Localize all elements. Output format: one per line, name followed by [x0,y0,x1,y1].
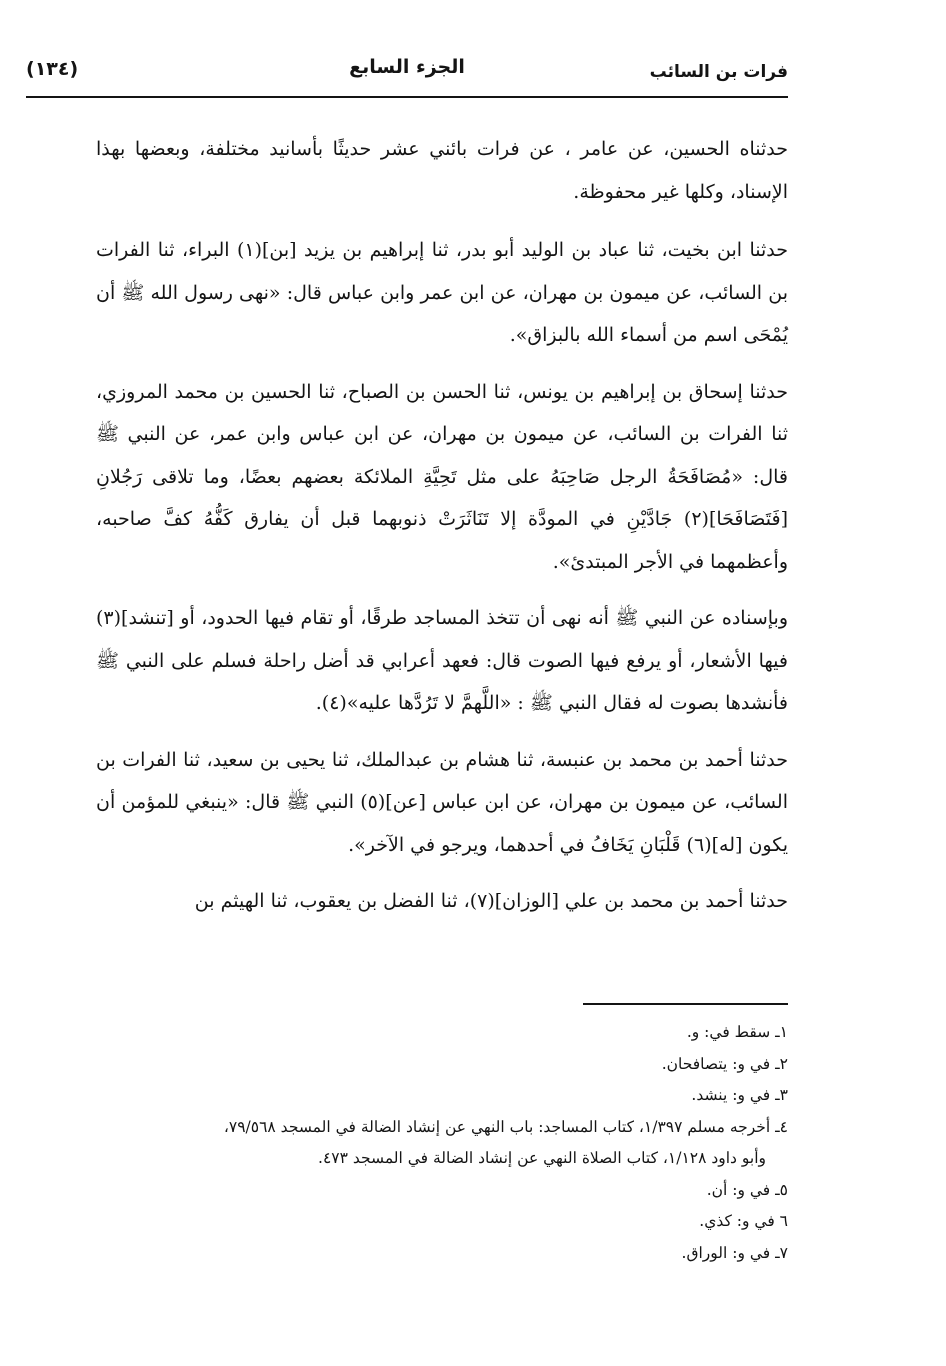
footnote-2: ٢ـ في و: يتصافحان. [661,1054,788,1073]
paragraph-5: حدثنا أحمد بن محمد بن عنبسة، ثنا هشام بن عبدالملك، ثنا يحيى بن سعيد، ثنا الفرات بن السائب، عن ميمون بن مهران، عن ابن عباس [عن](٥) النبي ﷺ قال: «ينبغي للمؤمن أن يكون [له](٦) قَلْبَانِ يَخَافُ في أحدهما، ويرجو في الآخر». [96,748,788,856]
main-text [96,128,788,937]
paragraph-2: حدثنا ابن بخيت، ثنا عباد بن الوليد أبو بدر، ثنا إبراهيم بن يزيد [بن](١) البراء، ثنا الفرات بن السائب، عن ميمون بن مهران، عن ابن عمر وابن عباس قال: «نهى رسول الله ﷺ أن يُمْحَى اسم من أسماء الله بالبزاق». [96,239,788,346]
footnotes [80,1017,788,1269]
paragraph-4: وبإسناده عن النبي ﷺ أنه نهى أن تتخذ المساجد طرقًا، أو تقام فيها الحدود، أو [تنشد](٣) فيها الأشعار، أو يرفع فيها الصوت قال: فعهد أعرابي قد أضل راحلة فسلم على النبي ﷺ فأنشدها بصوت له فقال النبي ﷺ : «اللَّهمَّ لا تَرُدَّها عليه»(٤). [96,607,788,714]
paragraph-3: حدثنا إسحاق بن إبراهيم بن يونس، ثنا الحسن بن الصباح، ثنا الحسين بن محمد المروزي، ثنا الفرات بن السائب، عن ميمون بن مهران، عن ابن عباس وابن عمر، عن النبي ﷺ قال: «مُصَافَحَةُ الرجل صَاحِبَهُ على مثل تَحِيَّةِ الملائكة بعضهم بعضًا، وما تلاقى رَجُلانِ [فَتَصَافَحَا](٢) جَادَّيْنِ في المودَّة إلا تَنَاثَرَتْ ذنوبهما قبل أن يفارق كَفُّهُ كفَّ صاحبه، وأعظمهما في الأجر المبتدئ». [96,380,788,573]
footnote-4: ٤ـ أخرجه مسلم ١/٣٩٧، كتاب المساجد: باب النهي عن إنشاد الضالة في المسجد ٧٩/٥٦٨، [223,1117,788,1136]
section-title: الجزء السابع [349,56,465,78]
footnote-7: ٧ـ في و: الوراق. [681,1243,788,1262]
paragraph-1: حدثناه الحسين، عن عامر ، عن فرات بائني عشر حديثًا بأسانيد مختلفة، وبعضها بهذا الإسناد، وكلها غير محفوظة. [96,138,788,203]
footnote-1: ١ـ سقط في: و. [686,1023,788,1041]
page-number: (١٣٤) [26,58,79,80]
page-header [26,54,788,96]
paragraph-6: حدثنا أحمد بن محمد بن علي [الوزان](٧)، ثنا الفضل بن يعقوب، ثنا الهيثم بن [194,890,788,912]
footnote-3: ٣ـ في و: ينشد. [691,1086,788,1104]
running-title: فرات بن السائب [649,62,788,82]
footnote-4-continued: وأبو داود ١/١٢٨، كتاب الصلاة النهي عن إنشاد الضالة في المسجد ٤٧٣. [318,1149,766,1167]
footnote-6: ٦ في و: كذي. [699,1212,788,1230]
footnote-5: ٥ـ في و: أن. [706,1180,788,1199]
footnote-rule [583,1003,788,1005]
header-rule [26,96,788,98]
